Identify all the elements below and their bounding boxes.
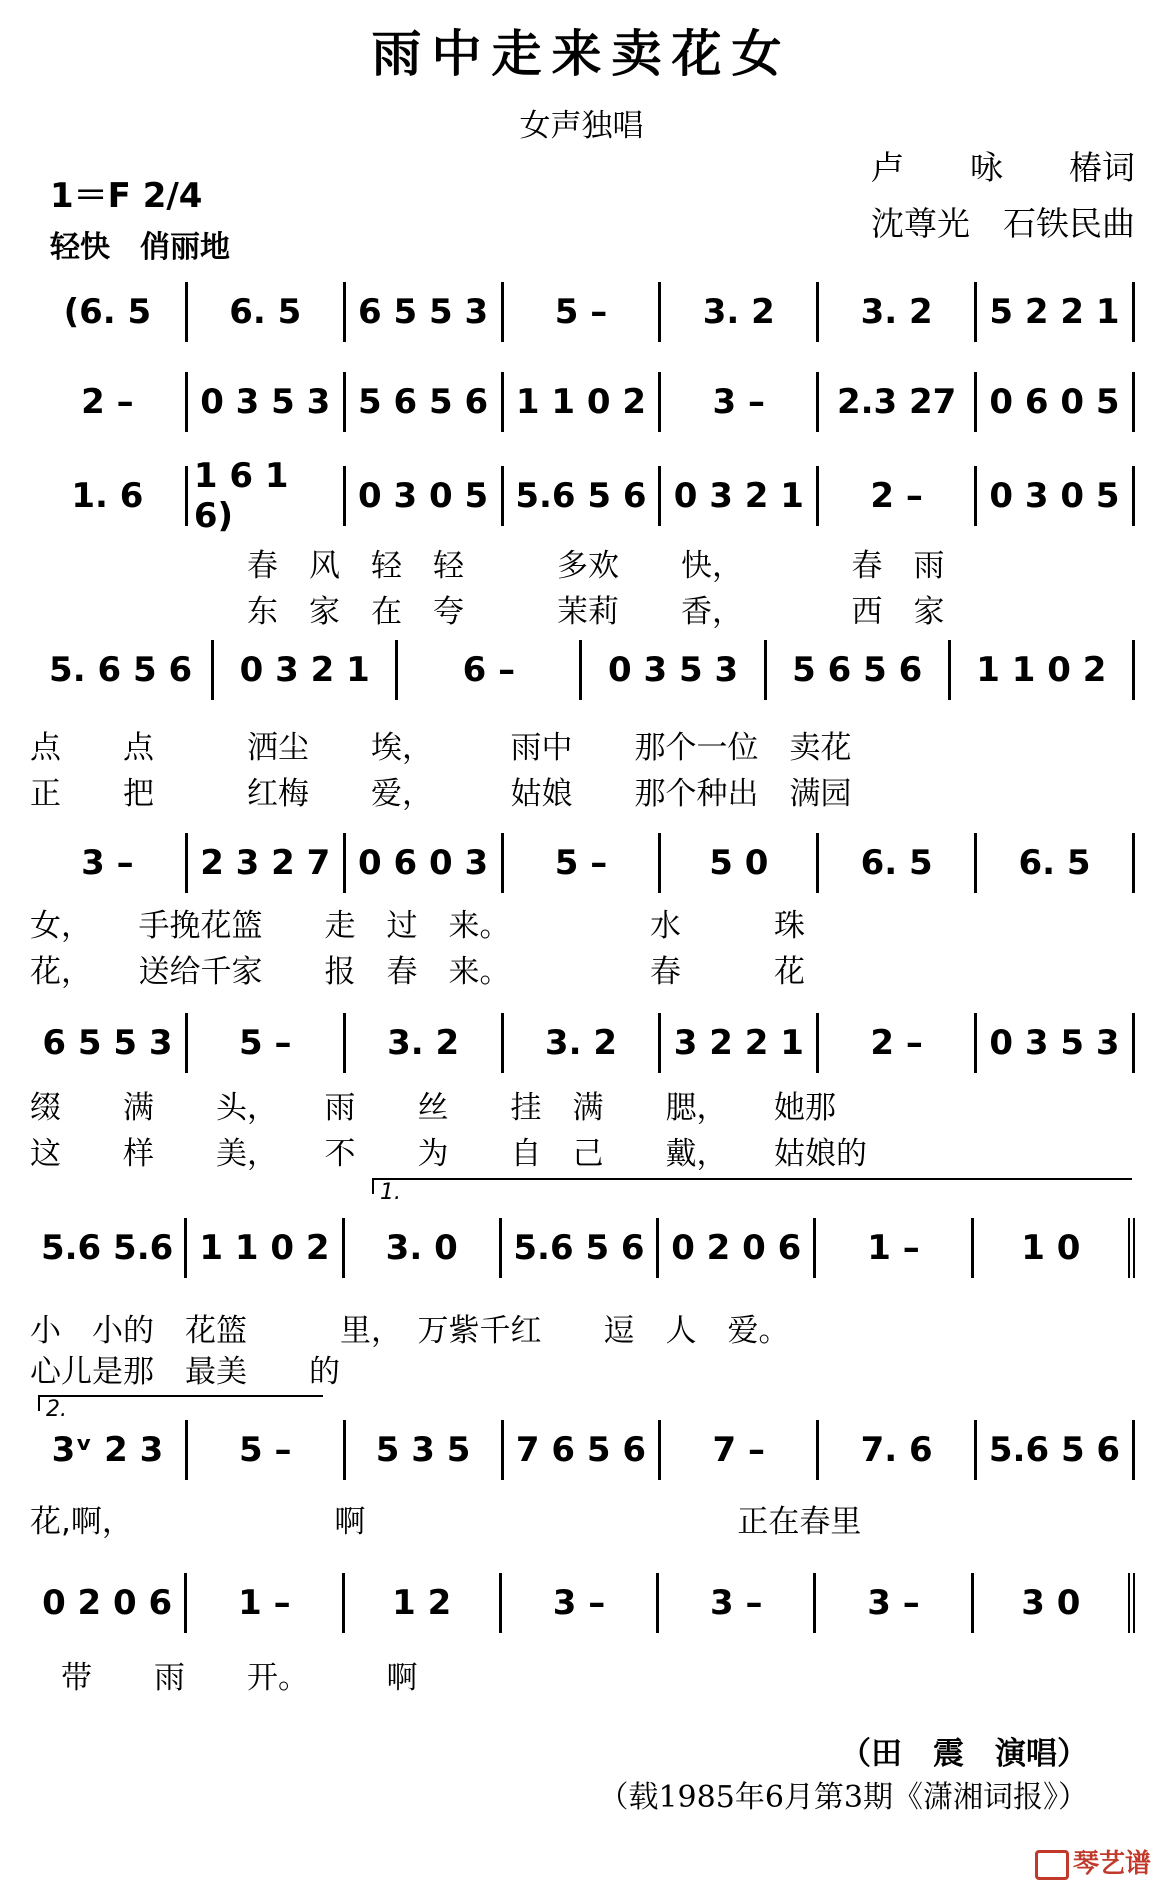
measure: 0 3 2 1	[661, 466, 819, 526]
staff-line	[30, 1218, 1135, 1278]
measure: 5 6 5 6	[767, 640, 951, 700]
measure: 3 –	[816, 1573, 973, 1633]
measure: 0 6 0 3	[346, 833, 504, 893]
measure: 3. 2	[504, 1013, 662, 1073]
song-title: 雨中走来卖花女	[371, 25, 792, 83]
key-signature: 1＝F 2/4	[50, 176, 203, 216]
measure: 7 –	[661, 1420, 819, 1480]
measure: 1 1 0 2	[504, 372, 662, 432]
measure: 7 6 5 6	[504, 1420, 662, 1480]
measure: 5 –	[188, 1420, 346, 1480]
measure: (6. 5	[30, 282, 188, 342]
staff-line	[30, 1013, 1135, 1073]
staff-line	[30, 640, 1135, 700]
measure: 1. 6	[30, 466, 188, 526]
measure: 5.6 5 6	[504, 466, 662, 526]
lyric-line: 女， 手挽花篮 走 过 来。 水 珠	[30, 908, 805, 944]
lyric-line: 心儿是那 最美 的	[30, 1354, 340, 1390]
measure: 6. 5	[819, 833, 977, 893]
measure: 0 2 0 6	[30, 1573, 187, 1633]
lyric-line: 花,啊， 啊 正在春里	[30, 1504, 862, 1540]
measure: 6. 5	[977, 833, 1135, 893]
lyric-line: 春 风 轻 轻 多欢 快， 春 雨	[30, 548, 945, 584]
staff-line	[30, 282, 1135, 342]
measure: 5 6 5 6	[346, 372, 504, 432]
lyric-line: 正 把 红梅 爱， 姑娘 那个种出 满园	[30, 776, 852, 812]
singer-credit: （田 震 演唱）	[840, 1736, 1088, 1772]
measure: 3 2 2 1	[661, 1013, 819, 1073]
measure: 1 2	[345, 1573, 502, 1633]
measure: 6. 5	[188, 282, 346, 342]
lyric-line: 小 小的 花篮 里， 万紫千红 逗 人 爱。	[30, 1313, 790, 1349]
song-subtitle: 女声独唱	[519, 108, 644, 144]
measure: 3 –	[30, 833, 188, 893]
staff-line	[30, 456, 1135, 536]
measure: 3 0	[974, 1573, 1135, 1633]
measure: 5.6 5 6	[977, 1420, 1135, 1480]
measure: 5 2 2 1	[977, 282, 1135, 342]
measure: 1 1 0 2	[951, 640, 1135, 700]
measure: 1 –	[816, 1218, 973, 1278]
measure: 1 0	[974, 1218, 1135, 1278]
measure: 7. 6	[819, 1420, 977, 1480]
measure: 1 1 0 2	[187, 1218, 344, 1278]
lyricist-credit: 卢 咏 椿词	[871, 148, 1135, 187]
measure: 3. 2	[346, 1013, 504, 1073]
measure: 3 –	[659, 1573, 816, 1633]
measure: 0 6 0 5	[977, 372, 1135, 432]
measure: 6 5 5 3	[346, 282, 504, 342]
staff-line	[30, 1573, 1135, 1633]
measure: 1 6 1 6)	[188, 466, 346, 526]
measure: 6 5 5 3	[30, 1013, 188, 1073]
staff-line	[30, 372, 1135, 432]
measure: 0 3 2 1	[214, 640, 398, 700]
measure: 2.3 27	[819, 372, 977, 432]
measure: 5 –	[504, 833, 662, 893]
source-note: （载1985年6月第3期《潇湘词报》）	[598, 1780, 1088, 1815]
measure: 2 –	[819, 1013, 977, 1073]
measure: 5 3 5	[346, 1420, 504, 1480]
measure: 6 –	[398, 640, 582, 700]
measure: 0 3 5 3	[188, 372, 346, 432]
staff-line	[30, 1420, 1135, 1480]
lyric-line: 这 样 美， 不 为 自 己 戴， 姑娘的	[30, 1136, 867, 1172]
watermark: 琴艺谱	[1035, 1843, 1151, 1880]
measure: 0 3 0 5	[977, 466, 1135, 526]
lyric-line: 花， 送给千家 报 春 来。 春 花	[30, 954, 805, 990]
measure: 0 3 5 3	[582, 640, 766, 700]
measure: 3 –	[502, 1573, 659, 1633]
composer-credit: 沈尊光 石铁民曲	[871, 204, 1135, 243]
tempo-marking: 轻快 俏丽地	[50, 230, 230, 265]
lyric-line: 带 雨 开。 啊	[30, 1660, 418, 1696]
measure: 3. 0	[345, 1218, 502, 1278]
measure: 5 0	[661, 833, 819, 893]
measure: 5. 6 5 6	[30, 640, 214, 700]
measure: 3ᵛ 2 3	[30, 1420, 188, 1480]
ending-2-bracket: 2.	[38, 1395, 323, 1411]
measure: 3 –	[661, 372, 819, 432]
measure: 3. 2	[819, 282, 977, 342]
measure: 2 3 2 7	[188, 833, 346, 893]
staff-line	[30, 833, 1135, 893]
measure: 2 –	[30, 372, 188, 432]
measure: 0 3 5 3	[977, 1013, 1135, 1073]
measure: 5 –	[504, 282, 662, 342]
measure: 3. 2	[661, 282, 819, 342]
measure: 2 –	[819, 466, 977, 526]
measure: 1 –	[187, 1573, 344, 1633]
lyric-line: 点 点 洒尘 埃， 雨中 那个一位 卖花	[30, 730, 852, 766]
measure: 5.6 5.6	[30, 1218, 187, 1278]
logo-icon	[1035, 1850, 1069, 1880]
lyric-line: 缀 满 头， 雨 丝 挂 满 腮， 她那	[30, 1090, 836, 1126]
measure: 5 –	[188, 1013, 346, 1073]
lyric-line: 东 家 在 夸 茉莉 香， 西 家	[30, 594, 945, 630]
measure: 5.6 5 6	[502, 1218, 659, 1278]
measure: 0 3 0 5	[346, 466, 504, 526]
ending-1-bracket: 1.	[372, 1178, 1132, 1194]
measure: 0 2 0 6	[659, 1218, 816, 1278]
